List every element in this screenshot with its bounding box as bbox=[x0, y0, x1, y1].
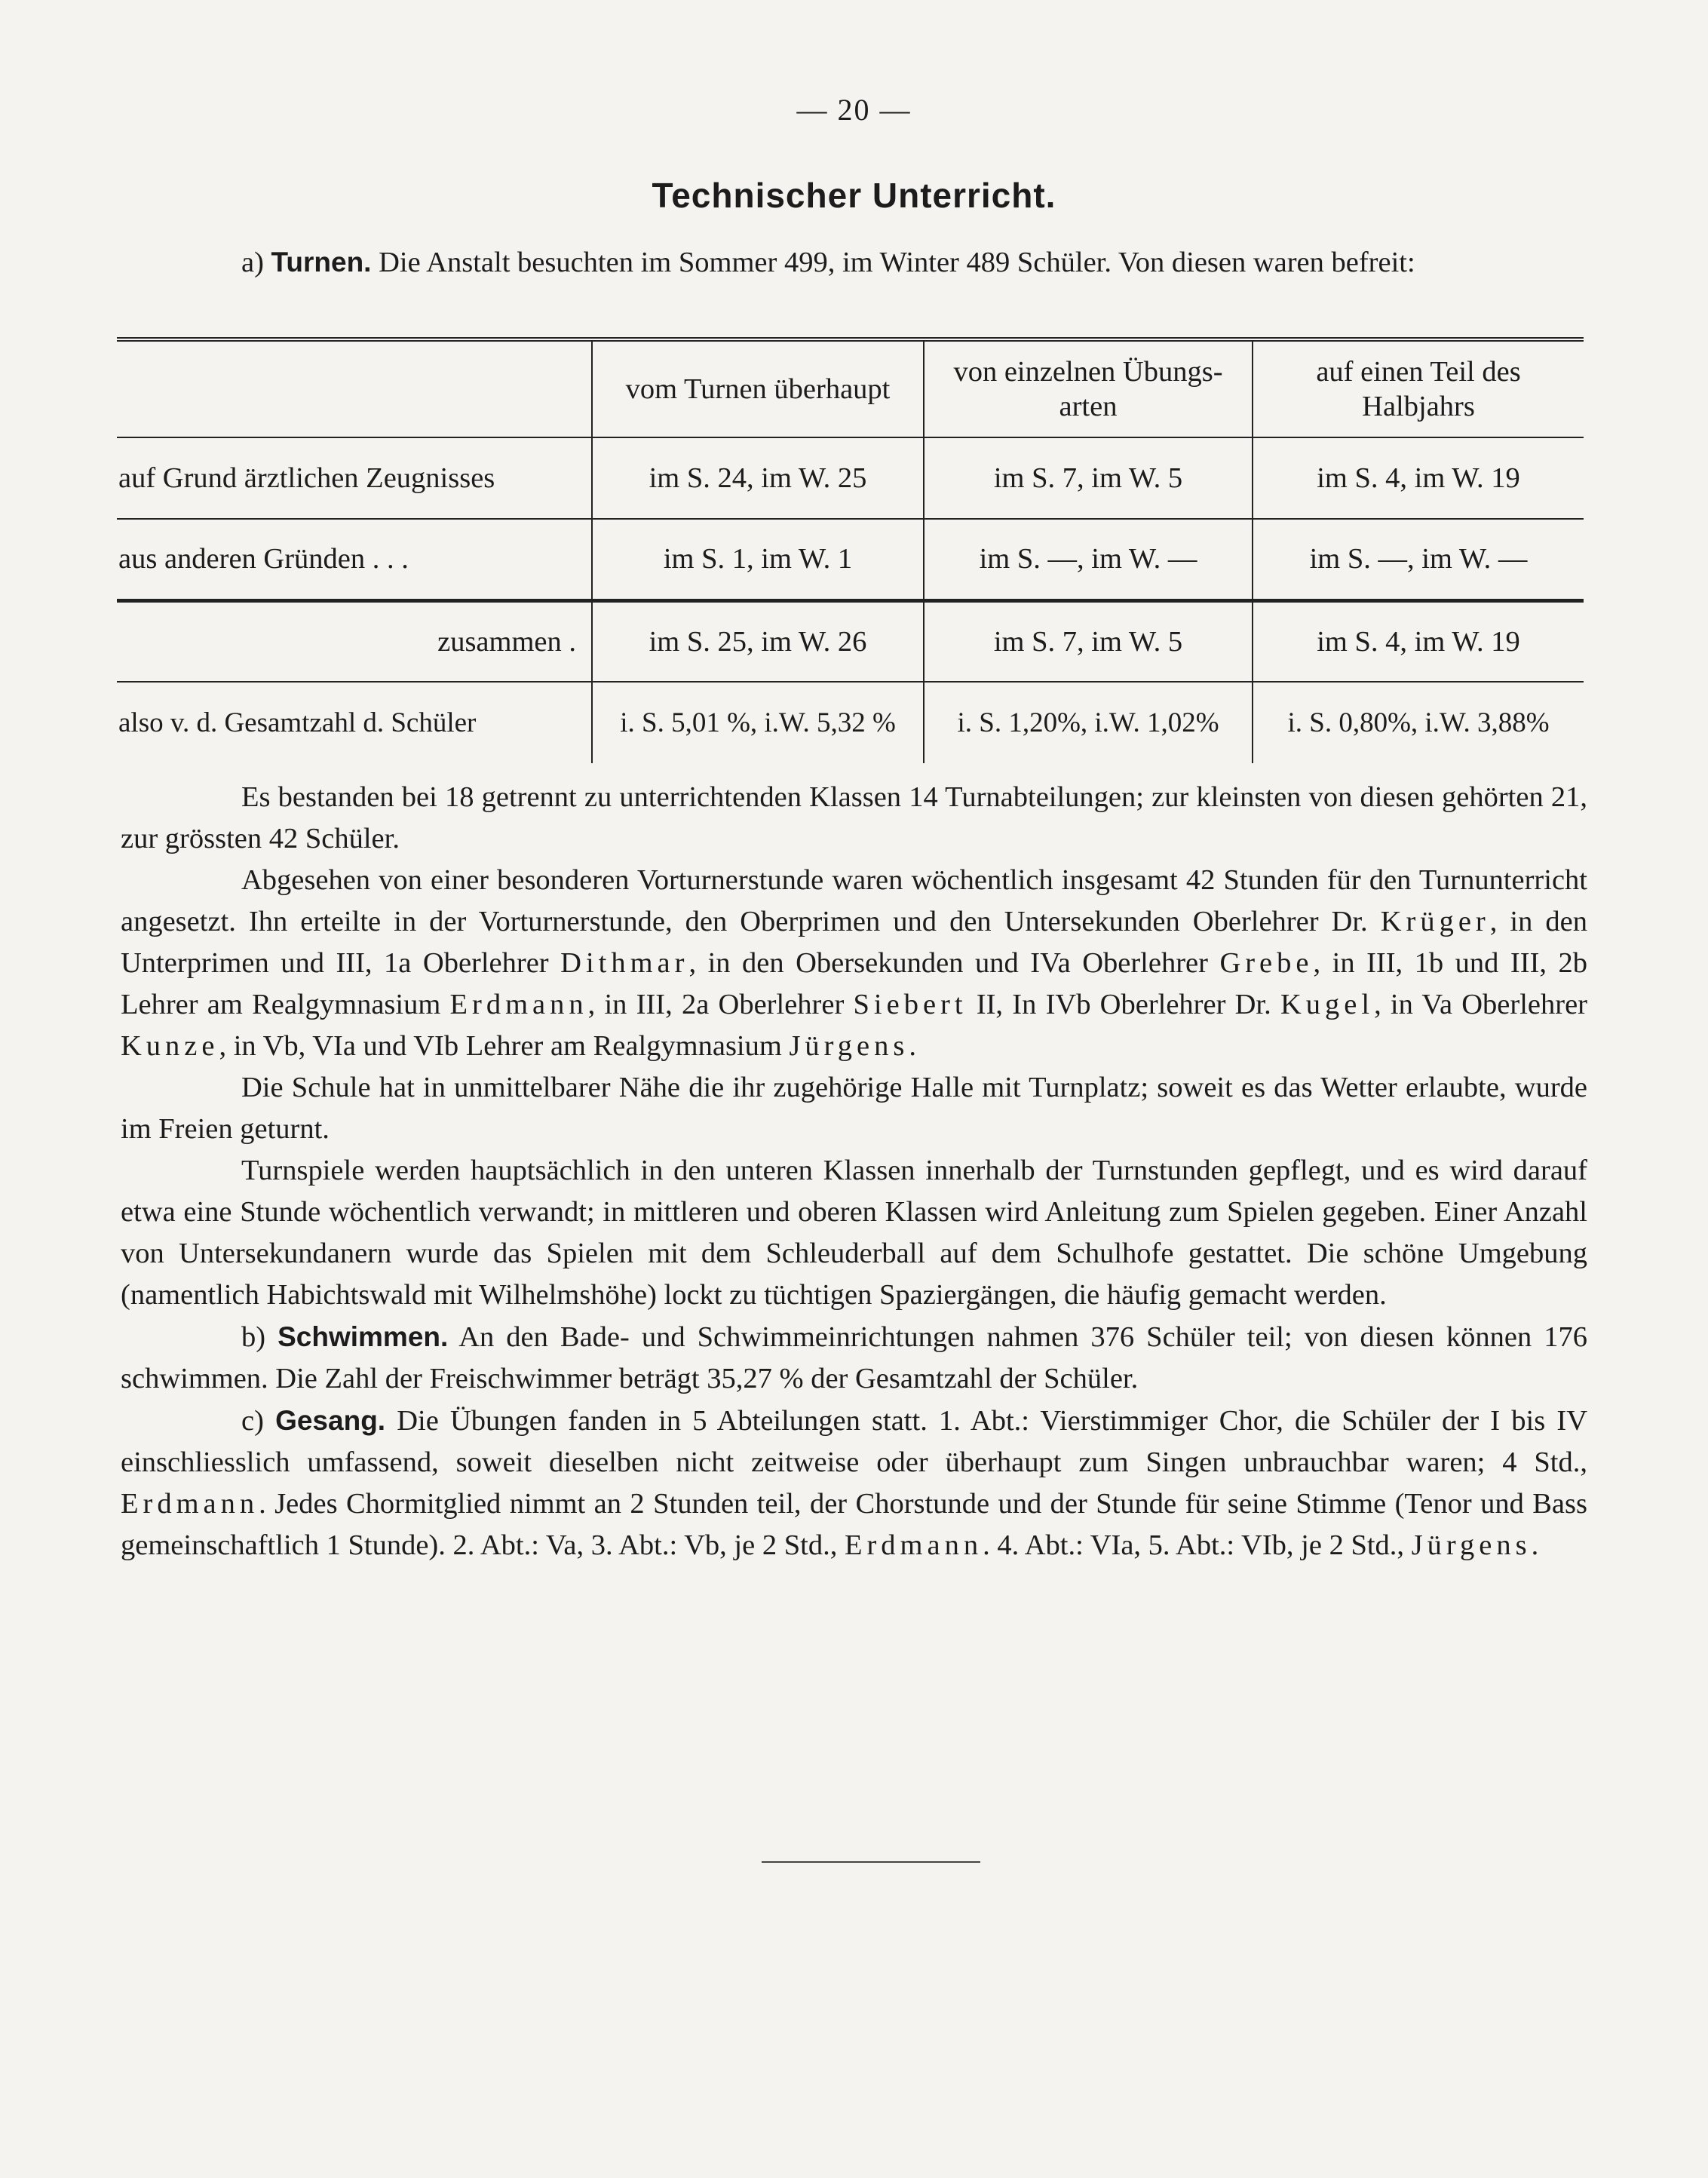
paragraph-schwimmen bbox=[121, 1316, 1587, 1400]
text-run: . bbox=[909, 1030, 917, 1062]
section-title: Technischer Unterricht. bbox=[652, 176, 1056, 215]
header-cell-empty bbox=[117, 339, 592, 437]
name-grebe: Grebe bbox=[1219, 947, 1314, 979]
exemption-table bbox=[117, 337, 1584, 763]
page-number: — 20 — bbox=[796, 93, 912, 127]
schwimmen-text: An den Bade- und Schwimmeinrichtungen nahmen 376 Schüler teil; von diesen können 176 schwimmen. Die Zahl der Freischwimmer beträgt 35,27 % der Gesamtzahl der Schüler. bbox=[121, 1321, 1587, 1394]
name-krueger: Krüger bbox=[1380, 906, 1490, 937]
text-run: Abgesehen von einer besonderen Vorturnerstunde waren wöchentlich insgesamt 42 Stunden für den Turnunterricht angesetzt. Ihn erteilte in der Vorturnerstunde, den Oberprimen und den Untersekunden Oberlehrer Dr. bbox=[121, 864, 1587, 937]
name-kugel: Kugel bbox=[1280, 989, 1375, 1020]
row-label: auf Grund ärztlichen Zeugnisses bbox=[117, 437, 592, 519]
table-cell: im S. —, im W. — bbox=[924, 519, 1253, 600]
table-cell: im S. 7, im W. 5 bbox=[924, 600, 1253, 682]
header-cell-partial bbox=[924, 339, 1253, 437]
turnen-intro-text: Die Anstalt besuchten im Sommer 499, im Winter 489 Schüler. Von diesen waren befreit: bbox=[371, 247, 1415, 278]
table-cell: i. S. 1,20%, i.W. 1,02% bbox=[924, 682, 1253, 763]
table-row-total bbox=[117, 600, 1584, 682]
name-juergens: Jürgens bbox=[1411, 1529, 1532, 1561]
table-row-percent bbox=[117, 682, 1584, 763]
row-label: zusammen . bbox=[117, 600, 592, 682]
table-cell: im S. 4, im W. 19 bbox=[1253, 437, 1584, 519]
text-run: , in III, 2a Oberlehrer bbox=[587, 989, 854, 1020]
table-cell: i. S. 5,01 %, i.W. 5,32 % bbox=[592, 682, 924, 763]
table-cell: im S. 24, im W. 25 bbox=[592, 437, 924, 519]
name-erdmann: Erdmann bbox=[121, 1488, 259, 1520]
table-cell: i. S. 0,80%, i.W. 3,88% bbox=[1253, 682, 1584, 763]
table-cell: im S. 4, im W. 19 bbox=[1253, 600, 1584, 682]
schwimmen-heading: Schwimmen. bbox=[278, 1321, 449, 1352]
gesang-heading: Gesang. bbox=[275, 1405, 386, 1436]
gesang-prefix: c) bbox=[241, 1405, 276, 1437]
text-run: , in Vb, VIa und VIb Lehrer am Realgymnasium bbox=[219, 1030, 790, 1062]
row-label: aus anderen Gründen . . . bbox=[117, 519, 592, 600]
header-cell-halfyear bbox=[1253, 339, 1584, 437]
name-juergens: Jürgens bbox=[789, 1030, 909, 1062]
header-cell-overall bbox=[592, 339, 924, 437]
turnen-heading: Turnen. bbox=[271, 247, 372, 278]
text-run: Die Übungen fanden in 5 Abteilungen statt. 1. Abt.: Vierstimmiger Chor, die Schüler der I bis IV einschliesslich umfassend, soweit dieselben nicht zeitweise oder überhaupt zum Singen unbrauchbar waren; 4 Std., bbox=[121, 1405, 1587, 1478]
row-label: also v. d. Gesamtzahl d. Schüler bbox=[118, 707, 477, 738]
header-halfyear: auf einen Teil des Halbjahrs bbox=[1316, 356, 1521, 422]
paragraph-halle: Die Schule hat in unmittelbarer Nähe die ihr zugehörige Halle mit Turnplatz; soweit es das Wetter erlaubte, wurde im Freien geturnt. bbox=[121, 1072, 1587, 1145]
name-siebert: Siebert bbox=[853, 989, 967, 1020]
text-run: , in Va Oberlehrer bbox=[1374, 989, 1587, 1020]
text-run: , in den Unterprimen und III, 1a Oberlehrer bbox=[121, 906, 1587, 979]
text-run: . Jedes Chormitglied nimmt an 2 Stunden teil, der Chorstunde und der Stunde für seine Stimme (Tenor und Bass gemeinschaftlich 1 Stunde). 2. Abt.: Va, 3. Abt.: Vb, je 2 Std., bbox=[121, 1488, 1587, 1561]
text-run: , in den Obersekunden und IVa Oberlehrer bbox=[688, 947, 1220, 979]
header-partial: von einzelnen Übungs- arten bbox=[953, 356, 1223, 422]
paragraph-turnabteilungen: Es bestanden bei 18 getrennt zu unterrichtenden Klassen 14 Turnabteilungen; zur kleinsten von diesen gehörten 21, zur grössten 42 Schüler. bbox=[121, 781, 1587, 854]
text-run: , in III, 1b und III, 2b Lehrer am Realgymnasium bbox=[121, 947, 1588, 1020]
table-header-row bbox=[117, 339, 1584, 437]
name-dithmar: Dithmar bbox=[560, 947, 689, 979]
text-run: II, In IVb Oberlehrer Dr. bbox=[967, 989, 1280, 1020]
paragraph-turnspiele: Turnspiele werden hauptsächlich in den unteren Klassen innerhalb der Turnstunden gepflegt, und es wird darauf etwa eine Stunde wöchentlich verwandt; in mittleren und oberen Klassen wird Anleitung zum Spielen gegeben. Einer Anzahl von Untersekundanern wurde das Spielen mit dem Schleuderball auf dem Schulhofe gestattet. Die schöne Umgebung (namentlich Habichtswald mit Wilhelmshöhe) lockt zu tüchtigen Spaziergängen, die häufig gemacht werden. bbox=[121, 1155, 1587, 1311]
name-erdmann: Erdmann bbox=[449, 989, 588, 1020]
table-row bbox=[117, 437, 1584, 519]
turnen-prefix: a) bbox=[241, 247, 271, 278]
paragraph-lehrer bbox=[121, 860, 1587, 1067]
name-erdmann: Erdmann bbox=[844, 1529, 983, 1561]
header-overall: vom Turnen überhaupt bbox=[625, 373, 891, 405]
schwimmen-prefix: b) bbox=[241, 1321, 278, 1353]
name-kunze: Kunze bbox=[121, 1030, 219, 1062]
paragraph-gesang bbox=[121, 1400, 1587, 1566]
text-run: . bbox=[1531, 1529, 1539, 1561]
text-run: . 4. Abt.: VIa, 5. Abt.: VIb, je 2 Std., bbox=[983, 1529, 1412, 1561]
turnen-intro bbox=[121, 241, 1587, 284]
table-cell: im S. 25, im W. 26 bbox=[592, 600, 924, 682]
closing-rule bbox=[762, 1861, 980, 1863]
table-cell: im S. —, im W. — bbox=[1253, 519, 1584, 600]
table-cell: im S. 7, im W. 5 bbox=[924, 437, 1253, 519]
table-row bbox=[117, 519, 1584, 600]
body-text bbox=[121, 777, 1587, 1566]
table-cell: im S. 1, im W. 1 bbox=[592, 519, 924, 600]
